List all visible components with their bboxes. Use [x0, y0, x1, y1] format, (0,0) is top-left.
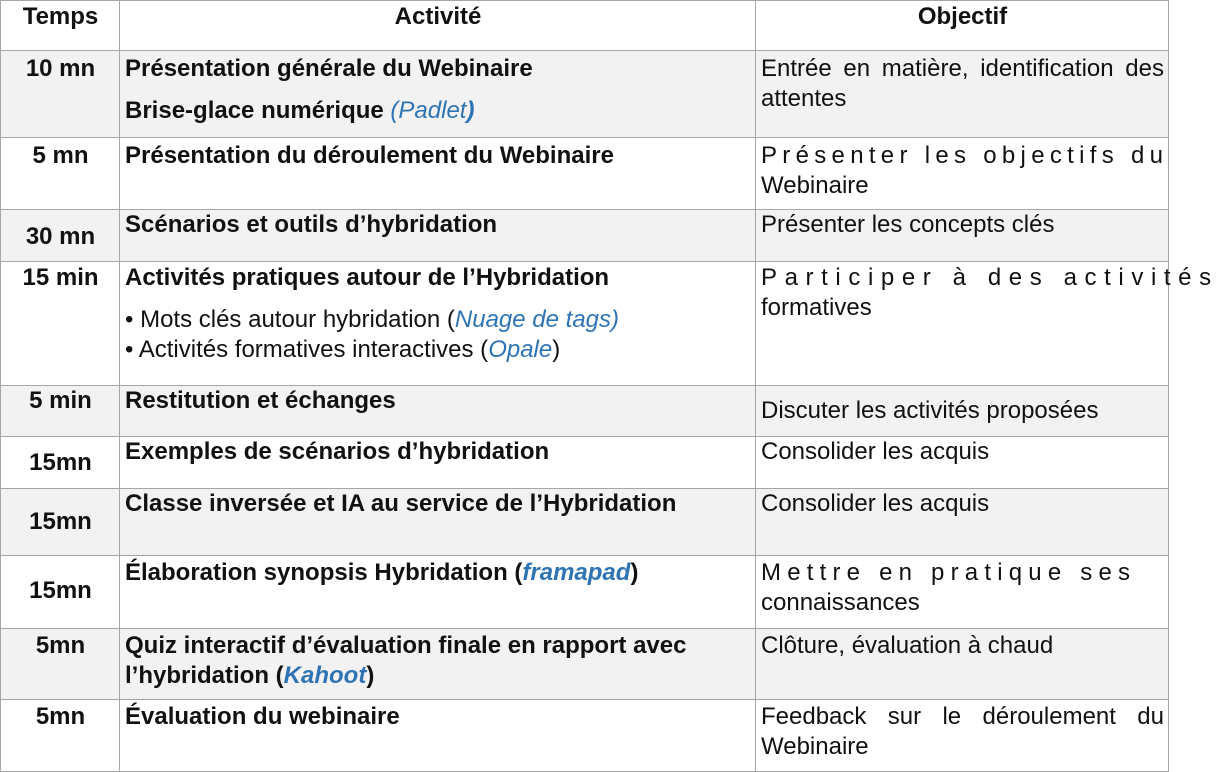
list-item	[125, 305, 751, 335]
row-activity: Restitution et échanges	[120, 386, 756, 437]
row-time: 5mn	[1, 700, 120, 772]
header-activity: Activité	[120, 1, 756, 51]
row-activity: Évaluation du webinaire	[120, 700, 756, 772]
framapad-link[interactable]: framapad	[522, 559, 631, 586]
objective-line: connaissances	[761, 589, 920, 616]
bullet-text: )	[552, 336, 561, 363]
header-time: Temps	[1, 1, 120, 51]
row-activity	[120, 51, 756, 138]
table-row	[1, 489, 1169, 556]
header-objective: Objectif	[756, 1, 1169, 51]
row-time: 15mn	[1, 437, 120, 489]
padlet-link[interactable]: Padlet	[398, 97, 467, 124]
row-time: 15 min	[1, 262, 120, 386]
row-objective: Discuter les activités proposées	[756, 386, 1169, 437]
row-activity: Scénarios et outils d’hybridation	[120, 210, 756, 262]
row-activity: Présentation du déroulement du Webinaire	[120, 138, 756, 210]
table-row	[1, 437, 1169, 489]
row-activity	[120, 556, 756, 629]
header-row	[1, 1, 1169, 51]
kahoot-link[interactable]: Kahoot	[283, 662, 367, 689]
row-time: 30 mn	[1, 210, 120, 262]
table-row	[1, 386, 1169, 437]
row-objective: Consolider les acquis	[756, 489, 1169, 556]
objective-line: Participer à des activités	[761, 264, 1219, 291]
row-objective: Présenter les concepts clés	[756, 210, 1169, 262]
row-time: 10 mn	[1, 51, 120, 138]
activity-line: Activités pratiques autour de l’Hybridation	[125, 264, 610, 291]
activity-line	[125, 661, 751, 691]
row-activity: Exemples de scénarios d’hybridation	[120, 437, 756, 489]
table-row	[1, 51, 1169, 138]
activity-text: )	[366, 662, 375, 689]
table-row	[1, 138, 1169, 210]
table-row	[1, 629, 1169, 700]
row-objective: Entrée en matière, identification des attentes	[756, 51, 1169, 138]
activity-line	[125, 96, 751, 126]
row-time: 15mn	[1, 556, 120, 629]
nuage-de-tags-link[interactable]: Nuage de tags)	[454, 306, 619, 333]
activity-line: Quiz interactif d’évaluation finale en rapport avec	[125, 632, 687, 659]
row-objective: Feedback sur le déroulement du Webinaire	[756, 700, 1169, 772]
opale-link[interactable]: Opale	[488, 336, 553, 363]
activity-text: )	[630, 559, 639, 586]
activity-line: Présentation générale du Webinaire	[125, 55, 533, 82]
row-objective	[756, 556, 1169, 629]
row-activity	[120, 262, 756, 386]
activity-text: Élaboration synopsis Hybridation (	[125, 559, 523, 586]
row-activity	[120, 629, 756, 700]
table-row	[1, 700, 1169, 772]
objective-line: Mettre en pratique ses	[761, 559, 1137, 586]
objective-line: Webinaire	[761, 172, 869, 199]
row-activity: Classe inversée et IA au service de l’Hybridation	[120, 489, 756, 556]
row-time: 5 mn	[1, 138, 120, 210]
row-time: 5 min	[1, 386, 120, 437]
row-time: 5mn	[1, 629, 120, 700]
row-objective: Consolider les acquis	[756, 437, 1169, 489]
table-row	[1, 556, 1169, 629]
list-item	[125, 335, 751, 365]
activity-text: l’hybridation (	[125, 662, 284, 689]
table-row	[1, 262, 1169, 386]
objective-line: formatives	[761, 294, 872, 321]
table-row	[1, 210, 1169, 262]
bullet-text: • Activités formatives interactives (	[125, 336, 489, 363]
paren-close: )	[466, 97, 475, 124]
row-objective: Clôture, évaluation à chaud	[756, 629, 1169, 700]
bullet-text: • Mots clés autour hybridation (	[125, 306, 455, 333]
activity-text: Brise-glace numérique	[125, 97, 391, 124]
row-objective	[756, 138, 1169, 210]
row-objective	[756, 262, 1219, 386]
row-time: 15mn	[1, 489, 120, 556]
paren-open: (	[390, 97, 399, 124]
objective-line: Présenter les objectifs du	[761, 142, 1169, 169]
